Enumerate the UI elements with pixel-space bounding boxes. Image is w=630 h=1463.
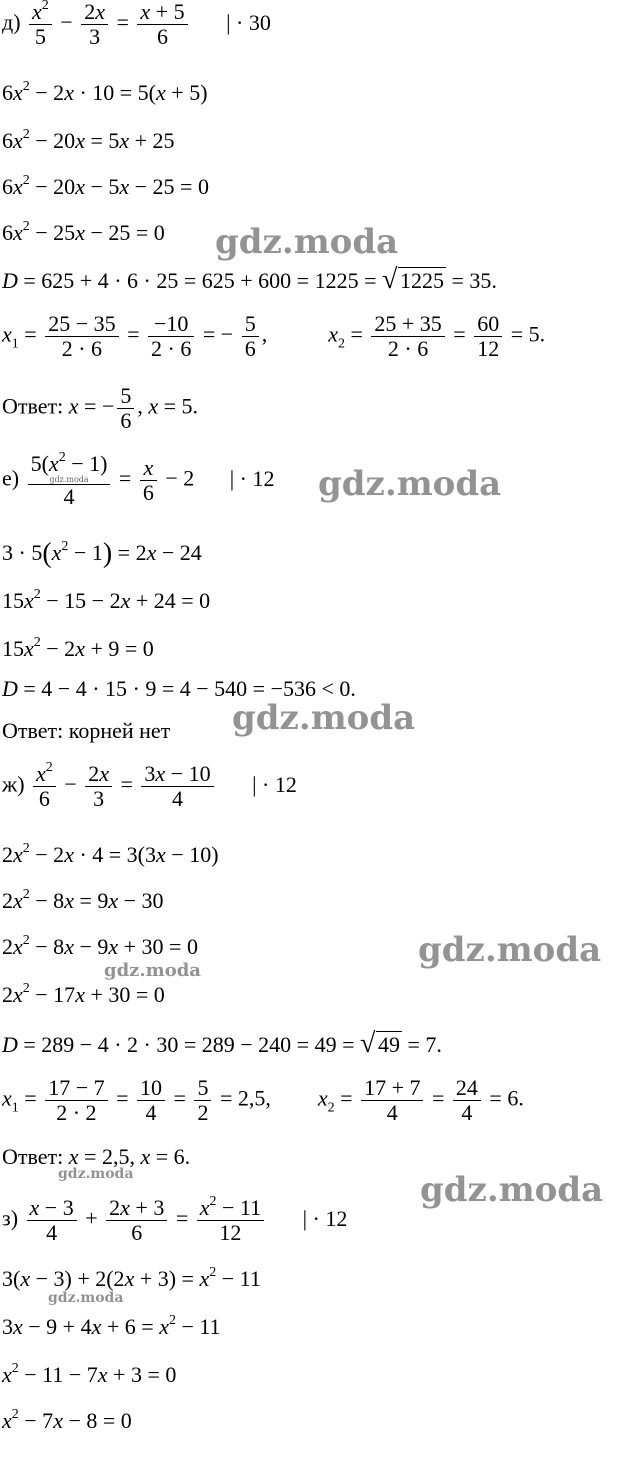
equation-line: $6x^2 - 25x - 25 = 0$ (2, 219, 165, 245)
fraction: $\frac{25 - 35}{2 \cdot 6}$ (45, 312, 118, 361)
discriminant-line: D = 4 − 4 · 15 · 9 = 4 − 540 = −536 < 0. (2, 676, 356, 701)
equation-line: $3 \cdot 5(x^2 - 1) = 2x - 24$ (2, 538, 202, 569)
equation-line: $15x^2 - 15 - 2x + 24 = 0$ (2, 587, 211, 613)
multiplier: | · 12 (229, 465, 275, 491)
watermark: gdz.moda (318, 464, 502, 504)
equation-line: $2x^2 - 2x \cdot 4 = 3(3x - 10)$ (2, 841, 219, 867)
fraction: $\frac{2x}{3}$ (85, 762, 112, 811)
watermark: gdz.moda (420, 1170, 604, 1210)
problem-e-label: е) (2, 465, 20, 491)
problem-z-label: з) (2, 1205, 19, 1231)
equation-line: $6x^2 - 20x = 5x + 25$ (2, 127, 175, 153)
fraction: $\frac{5}{6}$ (117, 384, 134, 433)
roots-line: $x_1$ = $\frac{17 - 7}{2 \cdot 2}$ = $\frac{10}{4}$ = $\frac{5}{2}$ = 2,5, $x_2$ = $\frac{17 + 7}{4}$ = $\frac{24}{4}$ = 6. (2, 1075, 524, 1125)
fraction: $\frac{x}{6}$ (140, 456, 157, 505)
problem-z-equation: з) $\frac{x - 3}{4}$ + $\frac{2x + 3}{6}$ = $\frac{x^2 - 11}{12}$ | · 12 (2, 1194, 348, 1245)
watermark-small: gdz.moda (49, 475, 89, 484)
problem-d-label: д) (2, 9, 21, 35)
fraction: $\frac{3x - 10}{4}$ (141, 762, 213, 811)
answer-line: Ответ: x = 2,5, x = 6. (2, 1144, 191, 1169)
equation-line: $2x^2 - 8x = 9x - 30$ (2, 887, 164, 913)
sqrt: √ 1225 (382, 264, 444, 295)
problem-zh-label: ж) (2, 771, 25, 797)
fraction: $\frac{5}{2}$ (194, 1076, 211, 1125)
fraction: $\frac{17 - 7}{2 \cdot 2}$ (45, 1076, 107, 1125)
watermark: gdz.moda (215, 222, 399, 262)
fraction: $\frac{-10}{2 \cdot 6}$ (148, 312, 194, 361)
multiplier: | · 12 (252, 771, 297, 797)
fraction: $\frac{10}{4}$ (137, 1076, 165, 1125)
multiplier: | · 30 (226, 9, 271, 35)
equation-line: $2x^2 - 17x + 30 = 0$ (2, 981, 165, 1007)
roots-line: $x_1$ = $\frac{25 - 35}{2 \cdot 6}$ = $\frac{-10}{2 \cdot 6}$ = − $\frac{5}{6}$ , $x_2$ = $\frac{25 + 35}{2 \cdot 6}$ = $\frac{60}{12}$ = 5. (2, 311, 546, 361)
fraction: $\frac{25 + 35}{2 \cdot 6}$ (371, 312, 444, 361)
discriminant-line: D = 625 + 4 · 6 · 25 = 625 + 600 = 1225 = √ 1225 = 35. (2, 264, 497, 295)
fraction: $\frac{24}{4}$ (453, 1076, 481, 1125)
sqrt: √ 49 (360, 1028, 400, 1059)
answer-line: Ответ: корней нет (2, 718, 171, 743)
fraction: $\frac{2x}{3}$ (81, 0, 108, 49)
watermark-small: gdz.moda (58, 1166, 134, 1182)
equation-line: $6x^2 - 2x \cdot 10 = 5(x + 5)$ (2, 79, 208, 105)
problem-d-equation: д) $\frac{x^2}{5}$ − $\frac{2x}{3}$ = $\frac{x + 5}{6}$ | · 30 (2, 0, 271, 49)
fraction: $5(x^2 - 1)$ gdz.moda 4 (28, 452, 111, 509)
fraction: $\frac{x^2}{6}$ (33, 762, 56, 811)
fraction: $\frac{x - 3}{4}$ (27, 1196, 77, 1245)
watermark: gdz.moda (418, 930, 602, 970)
watermark: gdz.moda (232, 698, 416, 738)
watermark-small: gdz.moda (104, 960, 201, 981)
multiplier: | · 12 (302, 1205, 348, 1231)
fraction: $\frac{5}{6}$ (242, 312, 259, 361)
discriminant-line: D = 289 − 4 · 2 · 30 = 289 − 240 = 49 = √ 49 = 7. (2, 1028, 442, 1059)
equation-line: $3x - 9 + 4x + 6 = x^2 - 11$ (2, 1313, 221, 1339)
problem-zh-equation: ж) $\frac{x^2}{6}$ − $\frac{2x}{3}$ = $\frac{3x - 10}{4}$ | · 12 (2, 760, 297, 811)
equation-line: $15x^2 - 2x + 9 = 0$ (2, 635, 154, 661)
fraction: $\frac{2x + 3}{6}$ (106, 1196, 167, 1245)
problem-e-equation: е) $5(x^2 - 1)$ gdz.moda 4 = $\frac{x}{6}$ − 2 | · 12 (2, 450, 275, 509)
fraction: $\frac{60}{12}$ (474, 312, 502, 361)
equation-line: $2x^2 - 8x - 9x + 30 = 0$ (2, 933, 198, 959)
equation-line: $x^2 - 11 - 7x + 3 = 0$ (2, 1361, 177, 1387)
fraction: $\frac{x + 5}{6}$ (137, 0, 187, 49)
fraction: $\frac{x^2}{5}$ (29, 0, 52, 49)
equation-line: $3(x - 3) + 2(2x + 3) = x^2 - 11$ (2, 1265, 261, 1291)
equation-line: $x^2 - 7x - 8 = 0$ (2, 1407, 132, 1433)
fraction: $\frac{x^2 - 11}{12}$ (197, 1196, 264, 1245)
fraction: $\frac{17 + 7}{4}$ (361, 1076, 423, 1125)
answer-line: Ответ: x = − $\frac{5}{6}$ , x = 5. (2, 383, 199, 433)
watermark-small: gdz.moda (48, 1290, 124, 1306)
equation-line: $6x^2 - 20x - 5x - 25 = 0$ (2, 173, 209, 199)
